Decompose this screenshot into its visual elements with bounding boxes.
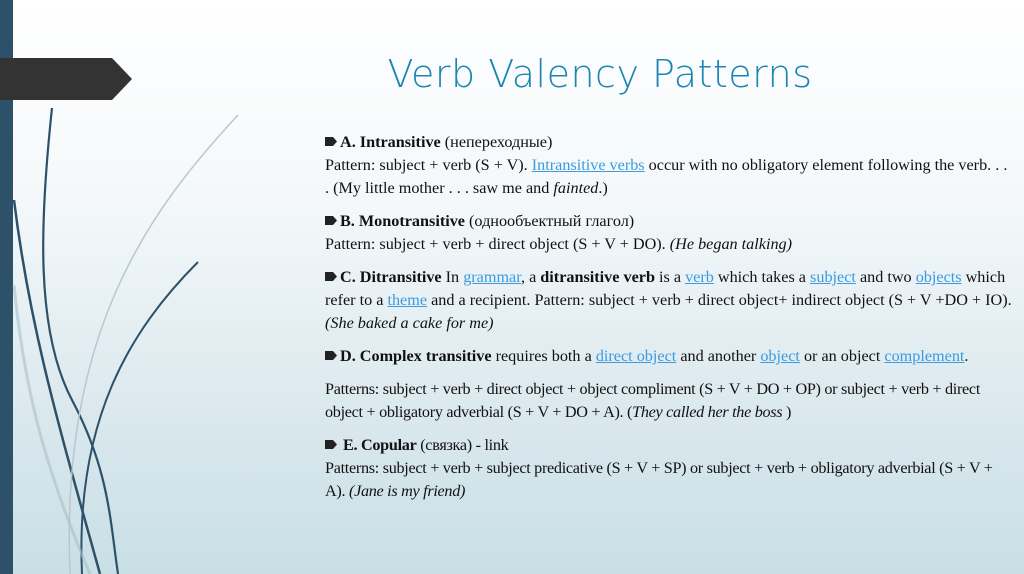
text: . bbox=[964, 347, 969, 365]
text: which takes a bbox=[713, 268, 811, 286]
link-direct-object[interactable]: direct object bbox=[595, 347, 677, 365]
item-heading: E. Copular bbox=[343, 436, 417, 454]
item-monotransitive bbox=[325, 210, 1015, 256]
text: and another bbox=[676, 347, 761, 365]
text: Pattern: subject + verb (S + V). bbox=[325, 156, 532, 174]
item-intransitive bbox=[325, 131, 1015, 200]
link-objects[interactable]: objects bbox=[915, 268, 962, 286]
gloss: (однообъектный глагол) bbox=[465, 212, 635, 230]
link-object[interactable]: object bbox=[760, 347, 800, 365]
example-italic: (Jane is my friend) bbox=[348, 482, 466, 500]
item-heading: C. Ditransitive bbox=[340, 268, 442, 286]
text: which refer to a bbox=[325, 268, 1006, 309]
item-complex-transitive bbox=[325, 345, 1015, 368]
text: and a recipient. Pattern: subject + verb + direct object+ indirect object (S + V +DO + IO). bbox=[427, 291, 1012, 309]
link-verb[interactable]: verb bbox=[685, 268, 714, 286]
gloss: (непереходные) bbox=[440, 133, 553, 151]
item-heading: A. Intransitive bbox=[340, 133, 441, 151]
slide-title: Verb Valency Patterns bbox=[387, 52, 813, 96]
arrow-bullet-icon bbox=[325, 137, 337, 146]
arrow-bullet-icon bbox=[325, 440, 337, 449]
link-theme[interactable]: theme bbox=[387, 291, 428, 309]
item-heading: D. Complex transitive bbox=[340, 347, 492, 365]
example-italic: They called her the boss bbox=[632, 403, 783, 421]
text: occur with no obligatory element following the verb. . . . (My little mother . . . saw me and bbox=[325, 156, 1008, 197]
item-complex-transitive-patterns bbox=[325, 378, 1015, 424]
pattern-text: Patterns: subject + verb + subject predicative (S + V + SP) or subject + verb + obligatory adverbial (S + V + A). bbox=[325, 459, 993, 500]
example-italic: fainted bbox=[553, 179, 599, 197]
text: , a bbox=[520, 268, 541, 286]
text: requires both a bbox=[491, 347, 596, 365]
link-grammar[interactable]: grammar bbox=[463, 268, 521, 286]
pattern-text: Pattern: subject + verb + direct object (S + V + DO). bbox=[325, 235, 670, 253]
pattern-text: Patterns: subject + verb + direct object + object compliment (S + V + DO + OP) or subject + verb + direct object + obligatory adverbial (S + V + DO + A). ( bbox=[325, 380, 981, 421]
item-heading: B. Monotransitive bbox=[340, 212, 465, 230]
item-ditransitive bbox=[325, 266, 1015, 335]
text: and two bbox=[855, 268, 916, 286]
arrow-bullet-icon bbox=[325, 216, 337, 225]
item-copular bbox=[325, 434, 1015, 503]
title-arrow-shape bbox=[0, 58, 132, 100]
text: ) bbox=[782, 403, 792, 421]
arrow-bullet-icon bbox=[325, 351, 337, 360]
text: is a bbox=[654, 268, 686, 286]
bold-term: ditransitive verb bbox=[540, 268, 655, 286]
link-complement[interactable]: complement bbox=[884, 347, 965, 365]
example-italic: (She baked a cake for me) bbox=[325, 314, 494, 332]
example-italic: (He began talking) bbox=[669, 235, 793, 253]
link-intransitive-verbs[interactable]: Intransitive verbs bbox=[531, 156, 645, 174]
text: .) bbox=[598, 179, 608, 197]
text: or an object bbox=[799, 347, 885, 365]
gloss: (связка) - link bbox=[416, 436, 509, 454]
link-subject[interactable]: subject bbox=[810, 268, 856, 286]
text: In bbox=[441, 268, 464, 286]
arrow-bullet-icon bbox=[325, 272, 337, 281]
slide-body bbox=[325, 131, 1015, 513]
